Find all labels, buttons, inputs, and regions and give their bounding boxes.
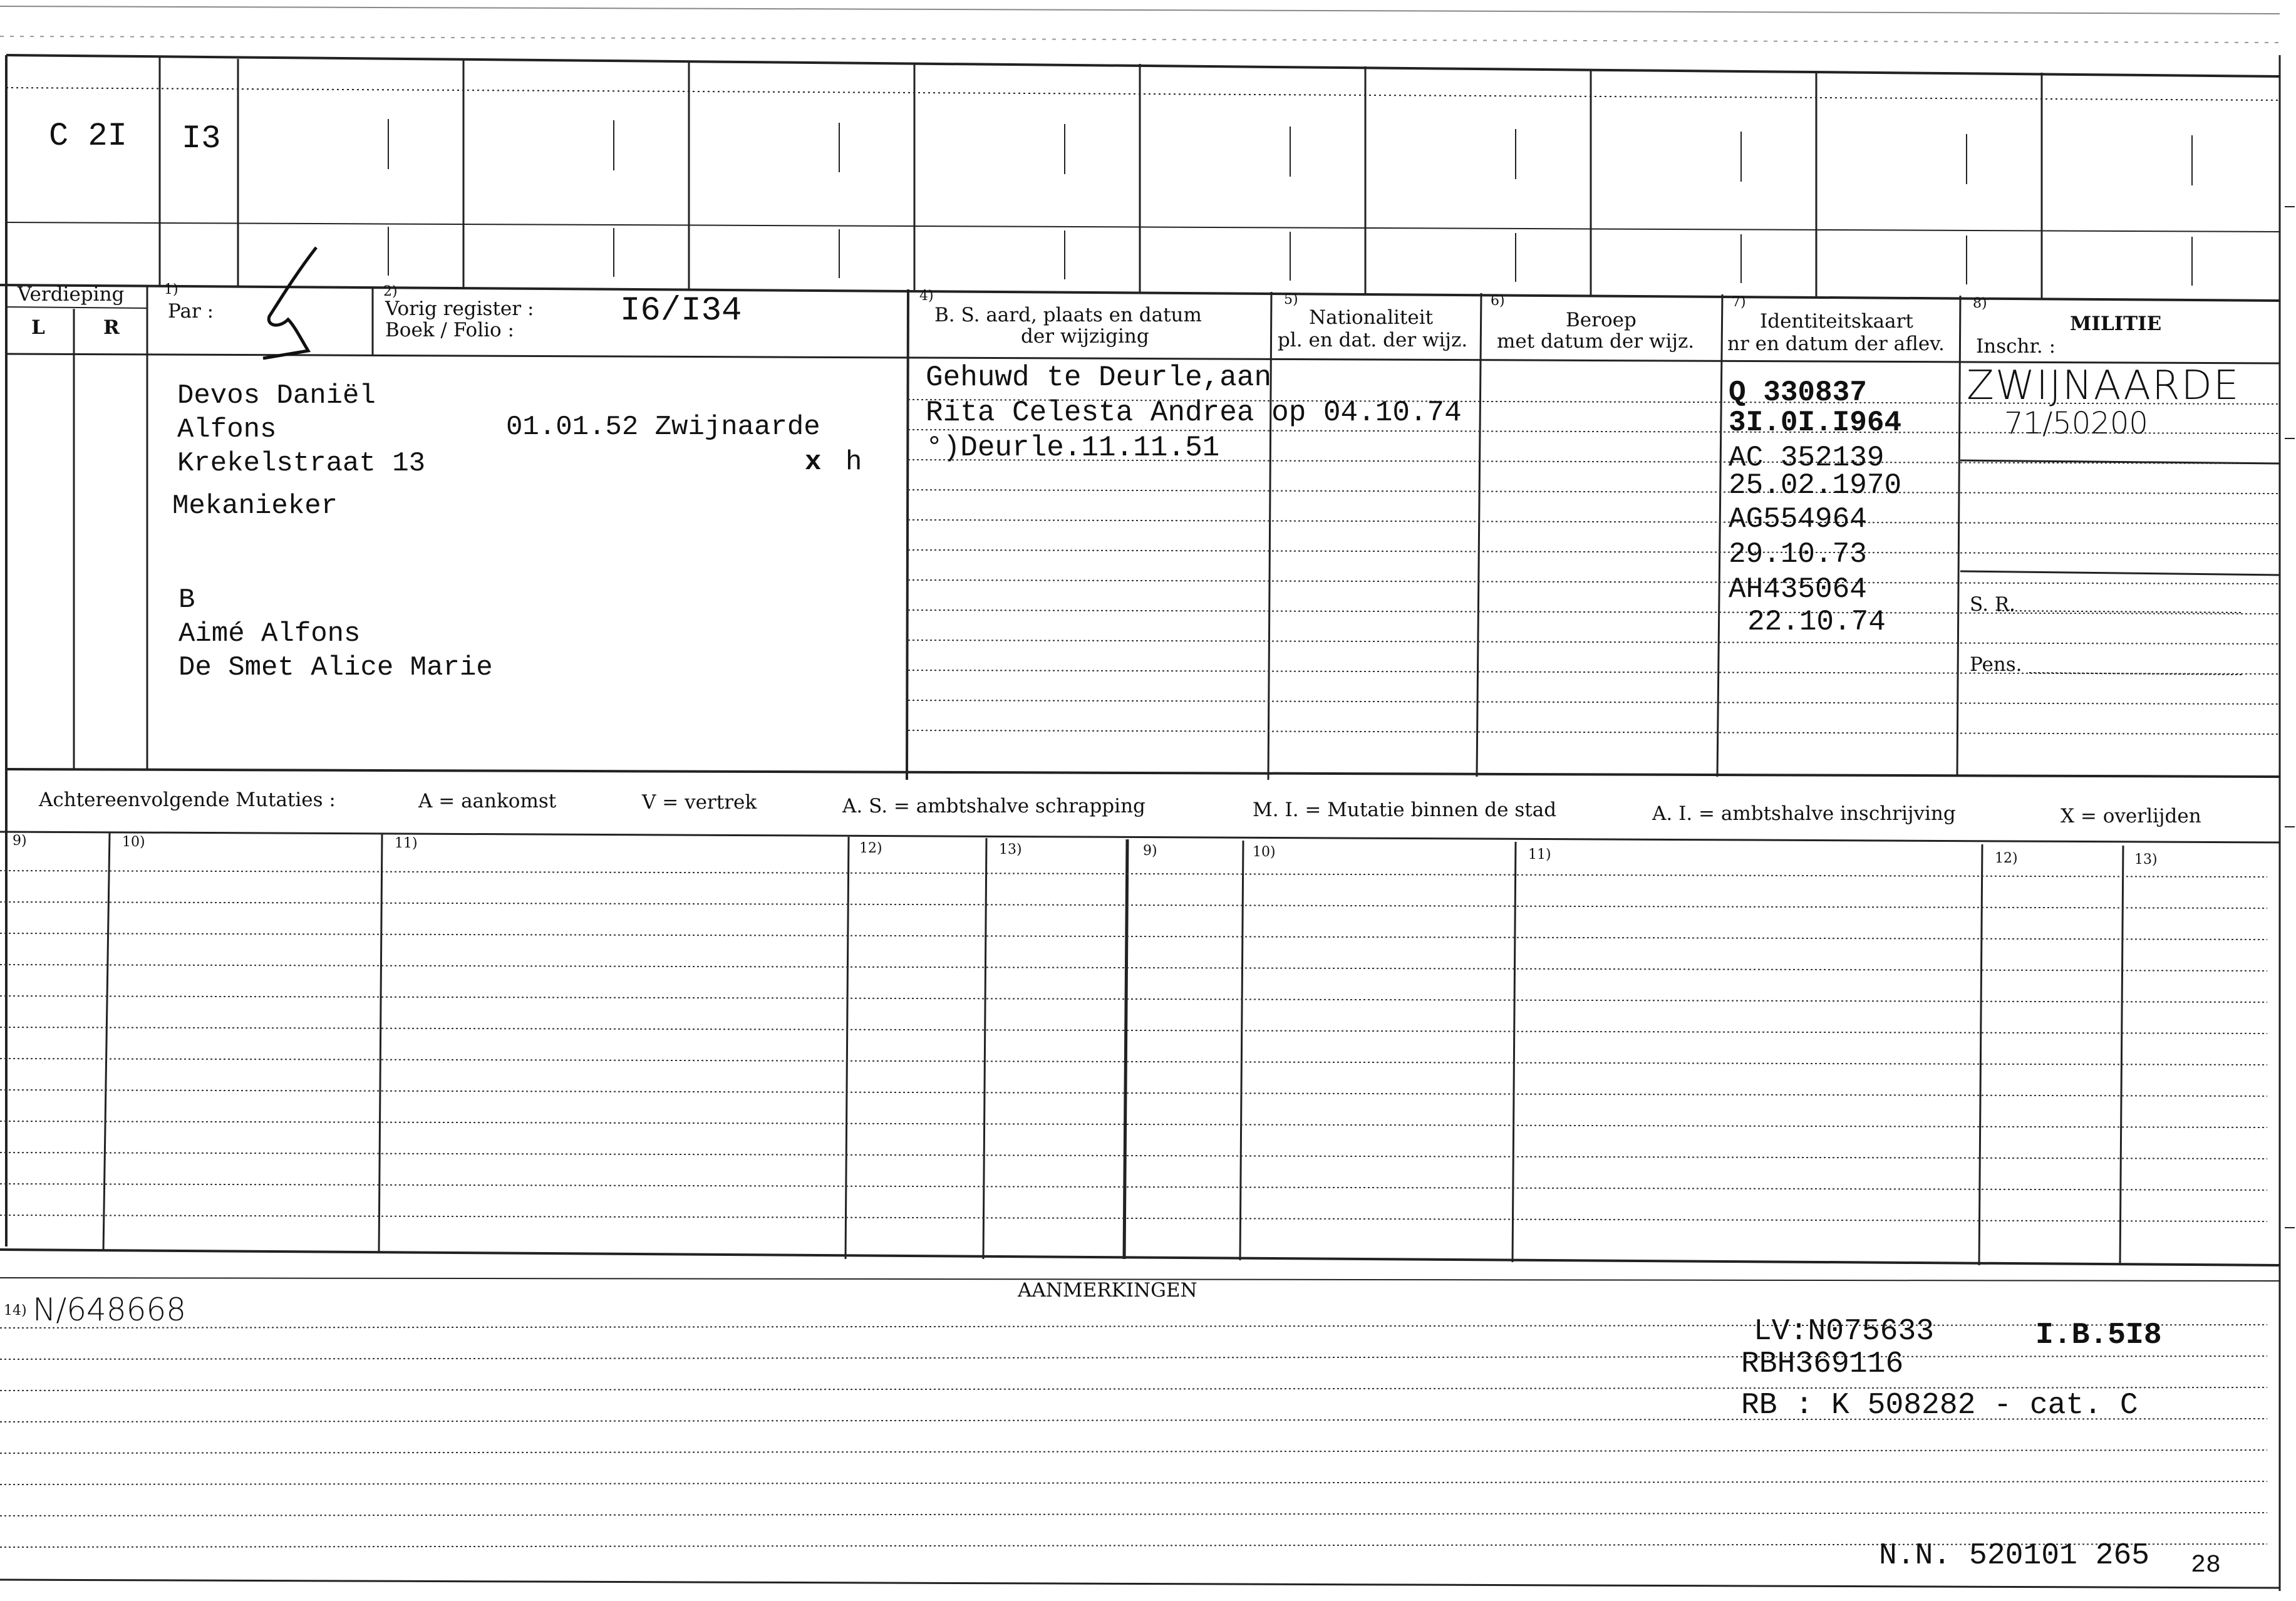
mutation-col-12-right: 12) bbox=[1995, 851, 2018, 866]
id-card-date-4: 22.10.74 bbox=[1747, 606, 1886, 638]
national-number-suffix: 28 bbox=[2191, 1552, 2221, 1580]
field-number-8: 8) bbox=[1973, 296, 1987, 311]
index-number: I3 bbox=[182, 120, 221, 157]
id-card-number-4: AH435064 bbox=[1729, 573, 1867, 606]
beroep-sublabel: met datum der wijz. bbox=[1497, 330, 1695, 353]
field-number-6: 6) bbox=[1491, 293, 1505, 309]
remark-rb: RB : K 508282 - cat. C bbox=[1741, 1389, 2138, 1422]
identiteitskaart-sublabel: nr en datum der aflev. bbox=[1727, 333, 1945, 355]
mutation-col-11-right: 11) bbox=[1528, 847, 1551, 863]
mutation-col-11-left: 11) bbox=[395, 836, 418, 851]
person-profession: Mekanieker bbox=[172, 490, 338, 522]
field-number-4: 4) bbox=[919, 288, 934, 304]
bs-label-line1: B. S. aard, plaats en datum bbox=[934, 304, 1202, 326]
person-father: Aimé Alfons bbox=[178, 618, 361, 650]
legend-aankomst: A = aankomst bbox=[418, 790, 557, 812]
mutation-col-10-left: 10) bbox=[122, 834, 145, 850]
nationaliteit-sublabel: pl. en dat. der wijz. bbox=[1278, 329, 1468, 351]
inschr-label: Inschr. : bbox=[1976, 335, 2056, 358]
handwritten-check-mark bbox=[263, 247, 316, 358]
mutation-col-9-left: 9) bbox=[13, 833, 27, 849]
remark-lv: LV:N075633 bbox=[1754, 1315, 1935, 1349]
id-card-number-1: Q 330837 bbox=[1729, 376, 1867, 409]
id-card-number-2: AC 352139 bbox=[1729, 442, 1885, 474]
mutation-col-13-left: 13) bbox=[999, 842, 1022, 857]
person-name-line2: Alfons bbox=[177, 414, 277, 445]
national-number: N.N. 520101 265 bbox=[1879, 1539, 2150, 1573]
legend-ambtshalve-schrapping: A. S. = ambtshalve schrapping bbox=[842, 795, 1145, 817]
bs-label-line2: der wijziging bbox=[1021, 325, 1149, 348]
id-card-date-2: 25.02.1970 bbox=[1729, 469, 1902, 502]
register-value: I6/I34 bbox=[620, 292, 742, 330]
par-label: Par : bbox=[168, 300, 214, 323]
field-number-14: 14) bbox=[4, 1303, 27, 1319]
person-mother: De Smet Alice Marie bbox=[178, 652, 493, 683]
field-number-2: 2) bbox=[383, 284, 398, 299]
civil-status-line2: Rita Celesta Andrea op 04.10.74 bbox=[926, 396, 1462, 429]
nationaliteit-label: Nationaliteit bbox=[1309, 306, 1434, 329]
remark-14-value: N/648668 bbox=[33, 1292, 187, 1328]
person-birth: 01.01.52 Zwijnaarde bbox=[506, 412, 820, 443]
boek-folio-label: Boek / Folio : bbox=[385, 319, 514, 341]
mutation-col-9-right: 9) bbox=[1143, 843, 1157, 859]
id-card-number-3: AG554964 bbox=[1729, 503, 1867, 536]
legend-mutatie-binnen-stad: M. I. = Mutatie binnen de stad bbox=[1253, 799, 1557, 821]
index-code: C 2I bbox=[49, 118, 127, 155]
mutation-col-13-right: 13) bbox=[2134, 852, 2158, 868]
field-number-7: 7) bbox=[1732, 294, 1746, 310]
identiteitskaart-label: Identiteitskaart bbox=[1760, 310, 1913, 333]
person-name-line1: Devos Daniël bbox=[177, 380, 376, 412]
person-mark-x: x bbox=[805, 447, 822, 478]
verdieping-label: Verdieping bbox=[18, 283, 125, 306]
field-number-5: 5) bbox=[1284, 292, 1298, 308]
pens-label: Pens. bbox=[1970, 653, 2022, 676]
civil-status-line1: Gehuwd te Deurle,aan bbox=[926, 361, 1272, 394]
militie-place: ZWIJNAARDE bbox=[1967, 363, 2240, 409]
mutation-col-12-left: 12) bbox=[859, 841, 882, 856]
col-l-label: L bbox=[31, 316, 45, 339]
legend-vertrek: V = vertrek bbox=[642, 791, 757, 814]
remarks-title: AANMERKINGEN bbox=[1018, 1279, 1197, 1302]
vorig-register-label: Vorig register : bbox=[385, 298, 534, 320]
beroep-label: Beroep bbox=[1566, 309, 1637, 331]
remark-ib: I.B.5I8 bbox=[2035, 1319, 2162, 1352]
person-mark-h: h bbox=[845, 447, 862, 478]
militie-number: 71/50200 bbox=[2004, 406, 2148, 441]
id-card-date-3: 29.10.73 bbox=[1729, 538, 1867, 571]
col-r-label: R bbox=[103, 316, 120, 339]
civil-status-line3: °)Deurle.11.11.51 bbox=[926, 432, 1220, 464]
field-number-1: 1) bbox=[164, 282, 178, 298]
legend-overlijden: X = overlijden bbox=[2061, 805, 2201, 827]
militie-label: MILITIE bbox=[2070, 313, 2162, 335]
mutations-title: Achtereenvolgende Mutaties : bbox=[39, 789, 336, 811]
sr-label: S. R. bbox=[1970, 593, 2016, 616]
remark-rbh: RBH369116 bbox=[1741, 1347, 1904, 1381]
person-letter-b: B bbox=[178, 584, 195, 616]
person-address: Krekelstraat 13 bbox=[177, 448, 426, 479]
legend-ambtshalve-inschrijving: A. I. = ambtshalve inschrijving bbox=[1652, 802, 1956, 825]
mutation-col-10-right: 10) bbox=[1253, 844, 1276, 860]
id-card-date-1: 3I.0I.I964 bbox=[1729, 407, 1902, 439]
